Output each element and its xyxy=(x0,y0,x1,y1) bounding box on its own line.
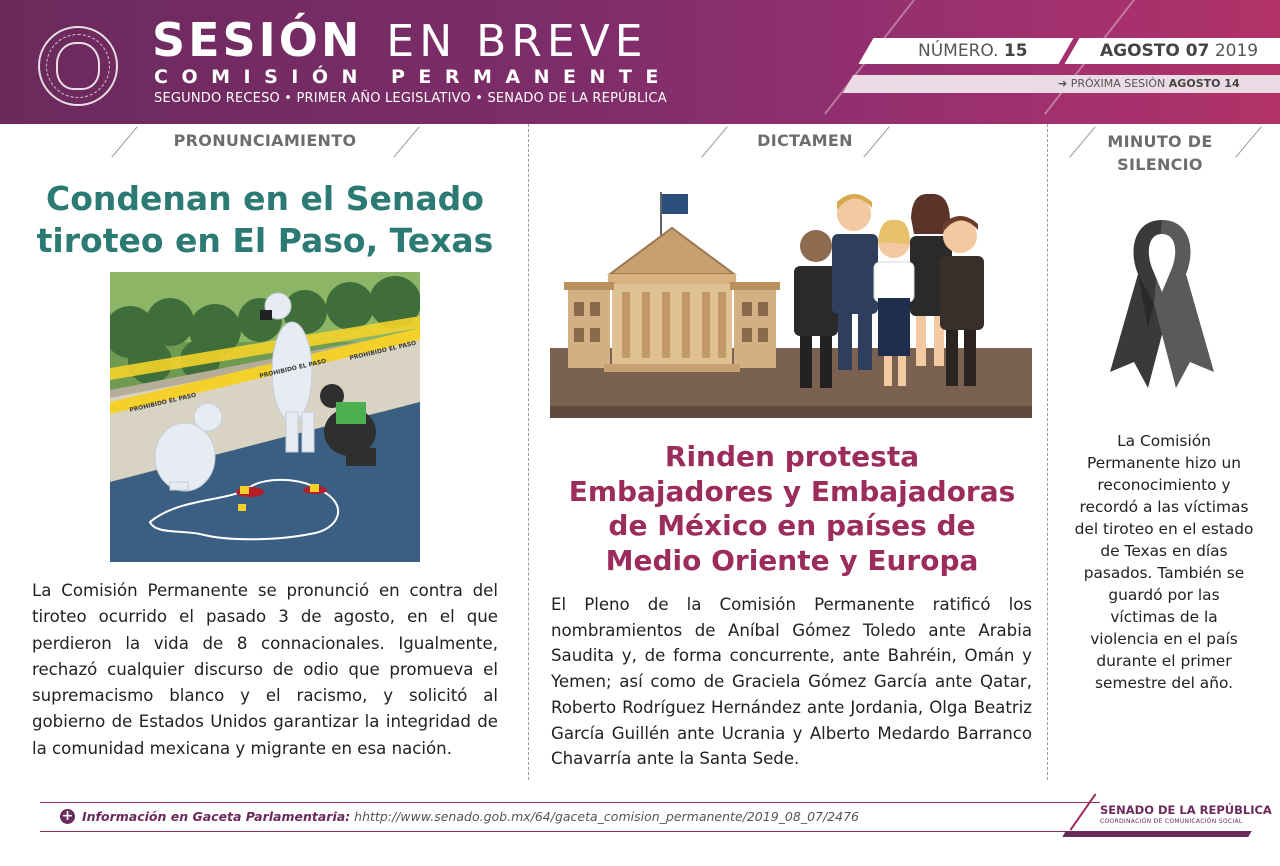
senate-brand-subtitle: COORDINACIÓN DE COMUNICACIÓN SOCIAL xyxy=(1100,818,1243,825)
plus-icon: + xyxy=(61,808,74,824)
gaceta-link[interactable]: hhttp://www.senado.gob.mx/64/gaceta_comision_permanente/2019_08_07/2476 xyxy=(354,809,859,824)
ambassadors-svg xyxy=(550,188,1032,418)
title-bold: SESIÓN xyxy=(152,13,363,67)
headline-left-line-1: Condenan en el Senado xyxy=(46,179,484,218)
section-slash xyxy=(393,126,419,157)
ribbon-svg xyxy=(1104,212,1220,392)
column-divider xyxy=(1047,124,1048,780)
column-divider xyxy=(528,124,529,780)
section-slash xyxy=(111,126,137,157)
publication-subtitle: COMISIÓN PERMANENTE xyxy=(154,66,672,88)
issue-number-value: 15 xyxy=(1003,41,1028,61)
headline-middle-line-1: Rinden protesta xyxy=(664,440,920,473)
tape-text-1: PROHIBIDO EL PASO xyxy=(128,391,197,414)
title-light: EN BREVE xyxy=(386,16,648,67)
next-session-label: ➜ PRÓXIMA SESIÓN xyxy=(1058,77,1166,90)
section-label-dictamen: DICTAMEN xyxy=(757,131,853,150)
national-seal-icon xyxy=(38,26,118,106)
publication-title xyxy=(152,13,648,67)
section-label-line-2: SILENCIO xyxy=(1117,155,1203,174)
issue-number xyxy=(918,40,1028,62)
ambassadors-illustration xyxy=(550,188,1032,418)
publication-tagline: SEGUNDO RECESO • PRIMER AÑO LEGISLATIVO • SENADO DE LA REPÚBLICA xyxy=(154,91,667,106)
senate-brand: SENADO DE LA REPÚBLICA xyxy=(1100,803,1272,817)
crime-scene-illustration xyxy=(110,272,420,562)
footer-info xyxy=(82,808,859,825)
headline-left-line-2: tiroteo en El Paso, Texas xyxy=(36,221,494,260)
section-slash xyxy=(701,126,727,157)
tape-text-layer xyxy=(110,272,420,562)
mourning-ribbon-icon xyxy=(1104,212,1220,392)
section-label-line-1: MINUTO DE xyxy=(1107,132,1213,151)
issue-date xyxy=(1100,40,1258,62)
tape-text-2: PROHIBIDO EL PASO xyxy=(258,357,327,380)
issue-number-label: NÚMERO. xyxy=(918,41,999,61)
tape-text-3: PROHIBIDO EL PASO xyxy=(348,339,417,362)
header-banner xyxy=(0,0,1280,124)
issue-date-year: 2019 xyxy=(1214,41,1259,61)
headline-middle-line-3: de México en países de xyxy=(608,509,976,542)
eagle-icon xyxy=(56,42,100,90)
body-left: La Comisión Permanente se pronunció en contra del tiroteo ocurrido el pasado 3 de agosto, en el que perdieron la vida de 8 connacionales. Igualmente, rechazó cualquier discurso de odio que promueva el supremacismo blanco y el racismo, y solicitó al gobierno de Estados Unidos garantizar la integridad de la comunidad mexicana y migrante en esa nación. xyxy=(32,581,498,758)
next-session xyxy=(1058,76,1240,92)
headline-left xyxy=(28,178,502,262)
body-middle: El Pleno de la Comisión Permanente ratificó los nombramientos de Aníbal Gómez Toledo ante Arabia Saudita y, de forma concurrente, ante Bahréin, Omán y Yemen; así como de Graciela Gómez García ante Qatar, Roberto Rodríguez Hernández ante Jordania, Olga Beatriz García Guillén ante Ucrania y Alberto Medardo Barranco Chavarría ante la Santa Sede. xyxy=(551,595,1032,769)
section-label-minuto-silencio xyxy=(1080,130,1240,176)
headline-middle-line-2: Embajadores y Embajadoras xyxy=(568,474,1016,508)
body-right: La Comisión Permanente hizo un reconocimiento y recordó a las víctimas del tiroteo en el estado de Texas en días pasados. También se guardó por las víctimas de la violencia en el país durante el primer semestre del año. xyxy=(1074,432,1254,692)
headline-middle xyxy=(552,440,1032,578)
issue-date-day: AGOSTO 07 xyxy=(1100,41,1210,61)
headline-middle-line-4: Medio Oriente y Europa xyxy=(605,543,979,577)
next-session-date: AGOSTO 14 xyxy=(1168,77,1240,90)
footer-brand-bar xyxy=(1062,831,1251,837)
section-label-pronunciamiento: PRONUNCIAMIENTO xyxy=(173,131,357,150)
footer-info-label: Información en Gaceta Parlamentaria: xyxy=(82,809,351,824)
